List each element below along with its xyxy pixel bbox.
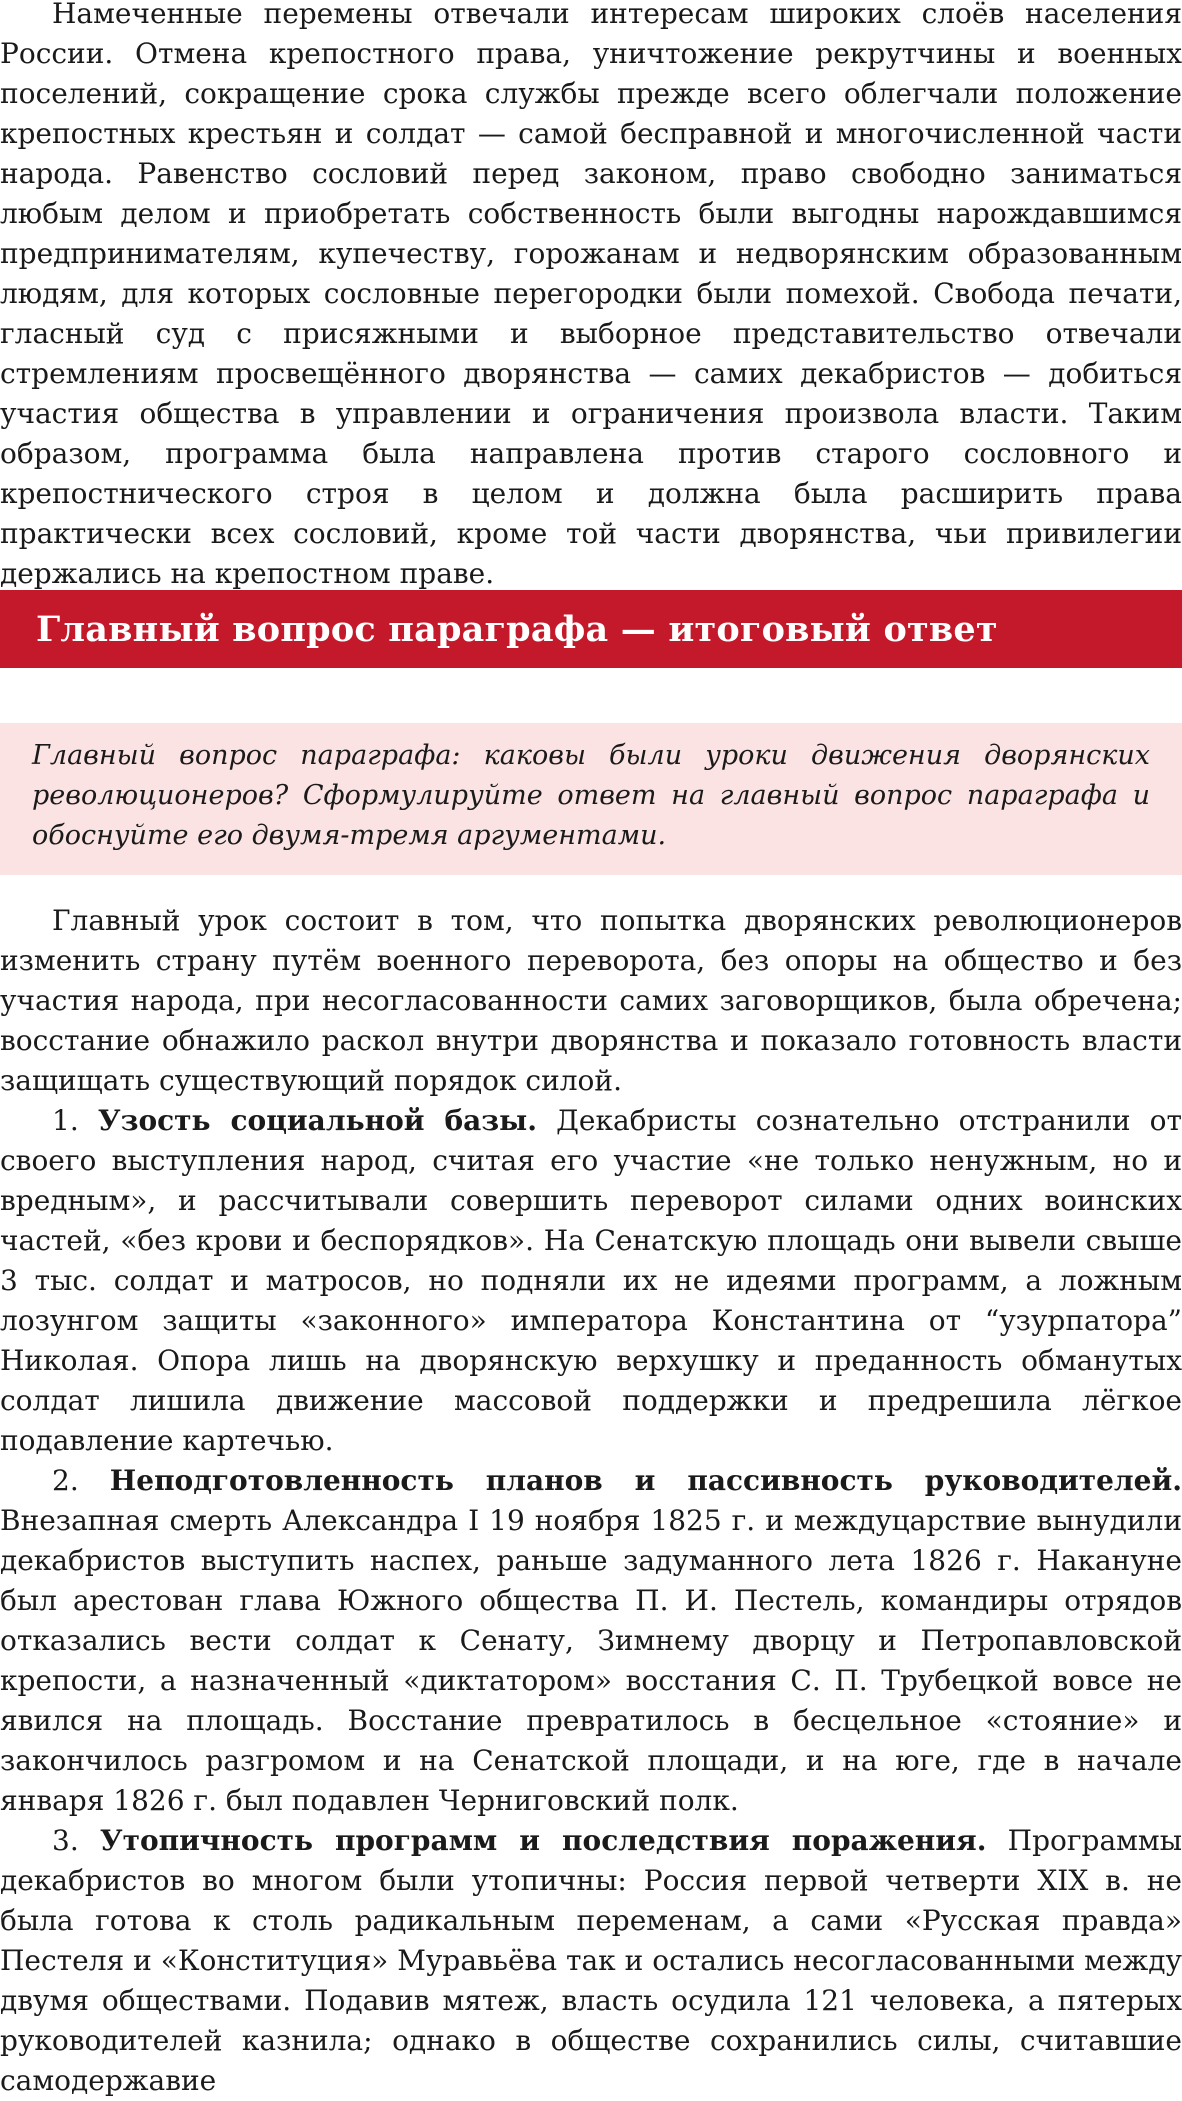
question-text: Главный вопрос параграфа: каковы были уроки движения дворянских революционеров? Сформулируйте ответ на главный вопрос параграфа и обоснуйте его двумя-тремя аргументами. xyxy=(32,740,1150,851)
question-box xyxy=(0,723,1182,875)
intro-section xyxy=(0,0,1182,594)
point-text: Программы декабристов во многом были утопичны: Россия первой четверти XIX в. не была готова к столь радикальным переменам, а сами «Русская правда» Пестеля и «Конституция» Муравьёва так и остались несогласованными между двумя обществами. Подавив мятеж, власть осудила 121 человека, а пятерых руководителей казнила; однако в обществе сохранились силы, считавшие самодержавие xyxy=(0,1824,1182,2097)
point-term: Утопичность программ и последствия поражения. xyxy=(99,1824,987,1857)
point-term: Неподготовленность планов и пассивность руководителей. xyxy=(109,1464,1182,1497)
point-text: Декабристы сознательно отстранили от своего выступления народ, считая его участие «не только ненужным, но и вредным», и рассчитывали совершить переворот силами одних воинских частей, «без крови и беспорядков». На Сенатскую площадь они вывели свыше 3 тыс. солдат и матросов, но подняли их не идеями программ, а ложным лозунгом защиты «законного» императора Константина от “узурпатора” Николая. Опора лишь на дворянскую верхушку и преданность обманутых солдат лишила движение массовой поддержки и предрешила лёгкое подавление картечью. xyxy=(0,1104,1182,1457)
answer-point-3 xyxy=(0,1821,1182,2101)
answer-section xyxy=(0,901,1182,2101)
section-title: Главный вопрос параграфа — итоговый ответ xyxy=(36,608,998,650)
intro-paragraph: Намеченные перемены отвечали интересам широких слоёв населения России. Отмена крепостного права, уничтожение рекрутчины и военных поселений, сокращение срока службы прежде всего облегчали положение крепостных крестьян и солдат — самой бесправной и многочисленной части народа. Равенство сословий перед законом, право свободно заниматься любым делом и приобретать собственность были выгодны нарождавшимся предпринимателям, купечеству, горожанам и недворянским образованным людям, для которых сословные перегородки были помехой. Свобода печати, гласный суд с присяжными и выборное представительство отвечали стремлениям просвещённого дворянства — самих декабристов — добиться участия общества в управлении и ограничения произвола власти. Таким образом, программа была направлена против старого сословного и крепостнического строя в целом и должна была расширить права практически всех сословий, кроме той части дворянства, чьи привилегии держались на крепостном праве. xyxy=(0,0,1182,590)
section-header-banner xyxy=(0,590,1182,668)
point-text: Внезапная смерть Александра I 19 ноября 1825 г. и междуцарствие вынудили декабристов выступить наспех, раньше задуманного лета 1826 г. Накануне был арестован глава Южного общества П. И. Пестель, командиры отрядов отказались вести солдат к Сенату, Зимнему дворцу и Петропавловской крепости, а назначенный «диктатором» восстания С. П. Трубецкой вовсе не явился на площадь. Восстание превратилось в бесцельное «стояние» и закончилось разгромом и на Сенатской площади, и на юге, где в начале января 1826 г. был подавлен Черниговский полк. xyxy=(0,1504,1182,1817)
answer-lead-paragraph: Главный урок состоит в том, что попытка дворянских революционеров изменить страну путём военного переворота, без опоры на общество и без участия народа, при несогласованности самих заговорщиков, была обречена; восстание обнажило раскол внутри дворянства и показало готовность власти защищать существующий порядок силой. xyxy=(0,904,1182,1097)
point-number: 1. xyxy=(52,1104,79,1137)
answer-point-2 xyxy=(0,1461,1182,1821)
point-number: 3. xyxy=(52,1824,79,1857)
answer-point-1 xyxy=(0,1101,1182,1461)
point-number: 2. xyxy=(52,1464,79,1497)
point-term: Узость социальной базы. xyxy=(97,1104,537,1137)
